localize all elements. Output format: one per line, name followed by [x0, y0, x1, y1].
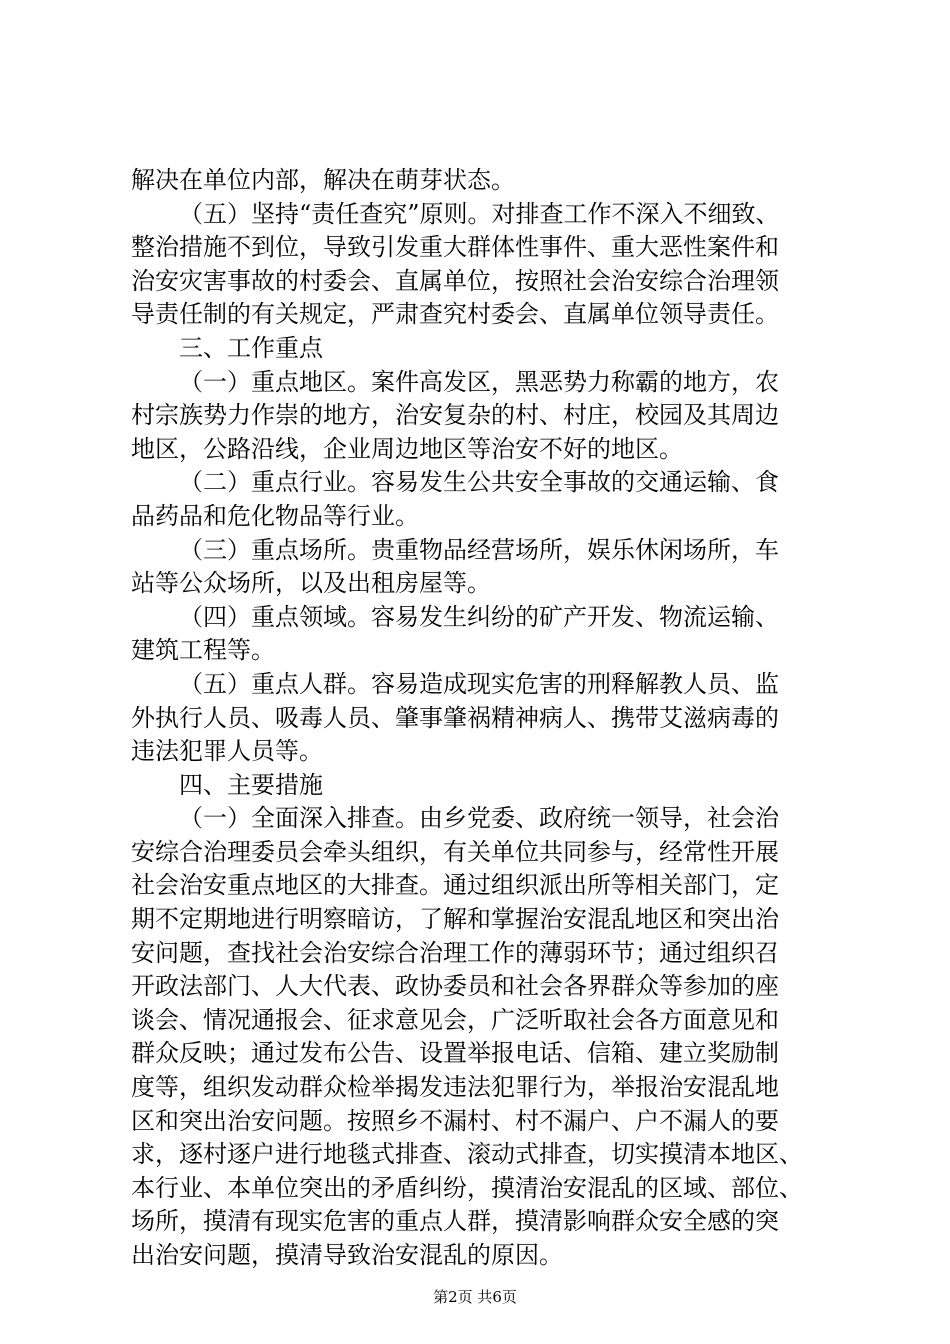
text-line: 区和突出治安问题。按照乡不漏村、村不漏户、户不漏人的要 — [131, 1106, 779, 1135]
text-line: （四）重点领域。容易发生纠纷的矿产开发、物流运输、 — [179, 602, 779, 631]
text-line: 品药品和危化物品等行业。 — [131, 501, 419, 530]
text-line: 期不定期地进行明察暗访，了解和掌握治安混乱地区和突出治 — [131, 905, 779, 934]
text-line: 村宗族势力作崇的地方，治安复杂的村、村庄，校园及其周边 — [131, 401, 779, 430]
text-line: 地区，公路沿线，企业周边地区等治安不好的地区。 — [131, 434, 683, 463]
text-line: （一）重点地区。案件高发区，黑恶势力称霸的地方，农 — [179, 367, 779, 396]
text-line: 解决在单位内部，解决在萌芽状态。 — [131, 166, 515, 194]
text-line: 建筑工程等。 — [131, 636, 275, 665]
document-body — [131, 164, 831, 1273]
text-line: 治安灾害事故的村委会、直属单位，按照社会治安综合治理领 — [131, 266, 779, 295]
text-line: 场所，摸清有现实危害的重点人群，摸清影响群众安全感的突 — [131, 1207, 779, 1236]
text-line: 社会治安重点地区的大排查。通过组织派出所等相关部门，定 — [131, 871, 779, 900]
text-line: 三、工作重点 — [179, 333, 323, 362]
text-line: 违法犯罪人员等。 — [131, 737, 323, 766]
text-line: 站等公众场所，以及出租房屋等。 — [131, 569, 491, 598]
text-line: 本行业、本单位突出的矛盾纠纷，摸清治安混乱的区域、部位、 — [131, 1173, 803, 1202]
text-line: 整治措施不到位，导致引发重大群体性事件、重大恶性案件和 — [131, 233, 779, 262]
text-line: 导责任制的有关规定，严肃查究村委会、直属单位领导责任。 — [131, 300, 779, 329]
text-line: 安问题，查找社会治安综合治理工作的薄弱环节；通过组织召 — [131, 938, 779, 967]
text-line: （一）全面深入排查。由乡党委、政府统一领导，社会治 — [179, 804, 779, 833]
text-line: （三）重点场所。贵重物品经营场所，娱乐休闲场所，车 — [179, 535, 779, 564]
text-line: 四、主要措施 — [179, 770, 323, 799]
text-line: 外执行人员、吸毒人员、肇事肇祸精神病人、携带艾滋病毒的 — [131, 703, 779, 732]
text-line: （二）重点行业。容易发生公共安全事故的交通运输、食 — [179, 468, 779, 497]
text-line: （五）坚持“责任查究”原则。对排查工作不深入不细致、 — [179, 199, 780, 228]
text-line: 度等，组织发动群众检举揭发违法犯罪行为，举报治安混乱地 — [131, 1073, 779, 1102]
text-line: 求，逐村逐户进行地毯式排查、滚动式排查，切实摸清本地区、 — [131, 1140, 803, 1169]
text-line: （五）重点人群。容易造成现实危害的刑释解教人员、监 — [179, 669, 779, 698]
text-line: 谈会、情况通报会、征求意见会，广泛听取社会各方面意见和 — [131, 1005, 779, 1034]
text-line: 出治安问题，摸清导致治安混乱的原因。 — [131, 1241, 563, 1269]
text-line: 群众反映；通过发布公告、设置举报电话、信箱、建立奖励制 — [131, 1039, 779, 1068]
text-line: 开政法部门、人大代表、政协委员和社会各界群众等参加的座 — [131, 972, 779, 1001]
text-line: 安综合治理委员会牵头组织，有关单位共同参与，经常性开展 — [131, 837, 779, 866]
page-footer: 第2页 共6页 — [433, 1288, 517, 1306]
